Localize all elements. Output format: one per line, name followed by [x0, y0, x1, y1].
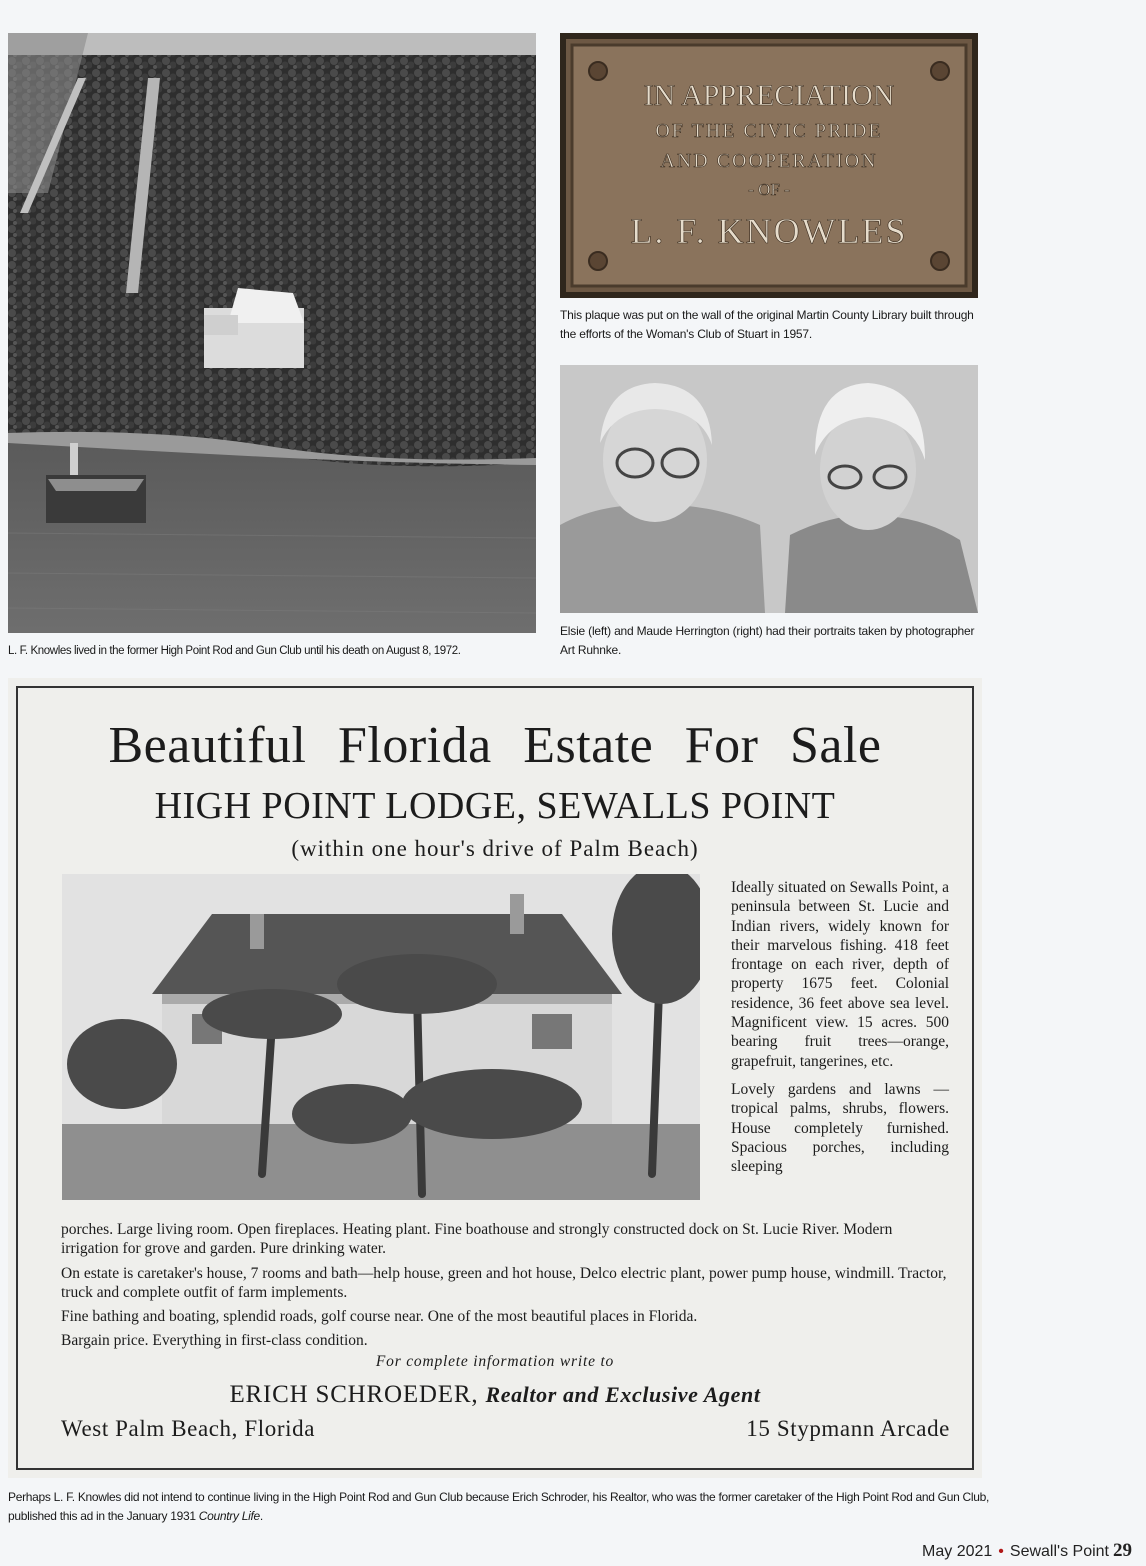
plaque-caption: This plaque was put on the wall of the original Martin County Library built through the efforts of the Woman's Club of Stuart in 1957.	[560, 308, 974, 341]
ad-write-to: For complete information write to	[375, 1353, 615, 1370]
ad-agent-name: ERICH SCHROEDER,	[229, 1381, 479, 1408]
aerial-photo	[8, 33, 536, 633]
ad-subhead: HIGH POINT LODGE, SEWALLS POINT	[154, 785, 836, 827]
ad-body-paragraph-3: Fine bathing and boating, splendid roads, golf course near. One of the most beautiful places in Florida.	[61, 1308, 698, 1326]
plaque-photo	[560, 33, 978, 298]
page-footer	[922, 1540, 1132, 1562]
ad-body-paragraph-1: porches. Large living room. Open fireplaces. Heating plant. Fine boathouse and strongly constructed dock on St. Lucie River. Modern irrigation for grove and garden. Pure drinking water.	[61, 1221, 893, 1258]
ad-agent-title: Realtor and Exclusive Agent	[485, 1382, 761, 1407]
ad-agent	[18, 1381, 972, 1409]
aerial-caption: L. F. Knowles lived in the former High Point Rod and Gun Club until his death on August 8, 1972.	[8, 645, 461, 657]
plaque-line-3: AND COOPERATION	[660, 150, 878, 172]
plaque-line-4: - OF -	[748, 180, 790, 199]
ad-address: 15 Stypmann Arcade	[746, 1416, 950, 1441]
footer-issue: May 2021	[922, 1543, 993, 1560]
ad-body-paragraph-2: On estate is caretaker's house, 7 rooms and bath—help house, green and hot house, Delco electric plant, power pump house, windmill. Tractor, truck and complete outfit of farm implements.	[61, 1264, 947, 1301]
ad-caption-magazine: Country Life	[198, 1509, 260, 1523]
estate-advertisement	[8, 678, 982, 1478]
plaque-line-1: IN APPRECIATION	[643, 79, 895, 112]
ad-caption-text: Perhaps L. F. Knowles did not intend to continue living in the High Point Rod and Gun Club because Erich Schroder, his Realtor, who was the former caretaker of the High Point Rod and Gun Club, published this ad in the January 1931	[8, 1490, 989, 1523]
ad-distance: (within one hour's drive of Palm Beach)	[291, 836, 699, 861]
ad-side-column	[731, 878, 949, 1176]
ad-frame	[16, 686, 974, 1470]
ad-headline: Beautiful Florida Estate For Sale	[108, 717, 882, 774]
ad-side-paragraph-1: Ideally situated on Sewalls Point, a peninsula between St. Lucie and Indian rivers, widely known for their marvelous fishing. 418 feet frontage on each river, depth of property 1675 feet. Colonial residence, 36 feet above sea level. Magnificent view. 15 acres. 500 bearing fruit trees—orange, grapefruit, tangerines, etc.	[731, 879, 949, 1070]
footer-bullet-icon: •	[998, 1543, 1004, 1560]
plaque-line-2: OF THE CIVIC PRIDE	[655, 120, 883, 142]
footer-publication: Sewall's Point	[1009, 1543, 1109, 1560]
page-number: 29	[1113, 1540, 1132, 1561]
ad-side-paragraph-2: Lovely gardens and lawns —tropical palms, shrubs, flowers. House completely furnished. Spacious porches, including sleeping	[731, 1080, 949, 1176]
ad-caption-end: .	[259, 1509, 263, 1523]
portrait-caption: Elsie (left) and Maude Herrington (right) had their portraits taken by photographer Art Ruhnke.	[560, 624, 975, 657]
plaque-line-5: L. F. KNOWLES	[630, 211, 908, 251]
ad-body	[61, 1220, 951, 1351]
portrait-photo	[560, 365, 978, 613]
ad-caption	[8, 1488, 1008, 1526]
lodge-photo	[62, 874, 700, 1200]
ad-city: West Palm Beach, Florida	[61, 1416, 316, 1441]
ad-body-paragraph-4: Bargain price. Everything in first-class condition.	[61, 1332, 368, 1350]
